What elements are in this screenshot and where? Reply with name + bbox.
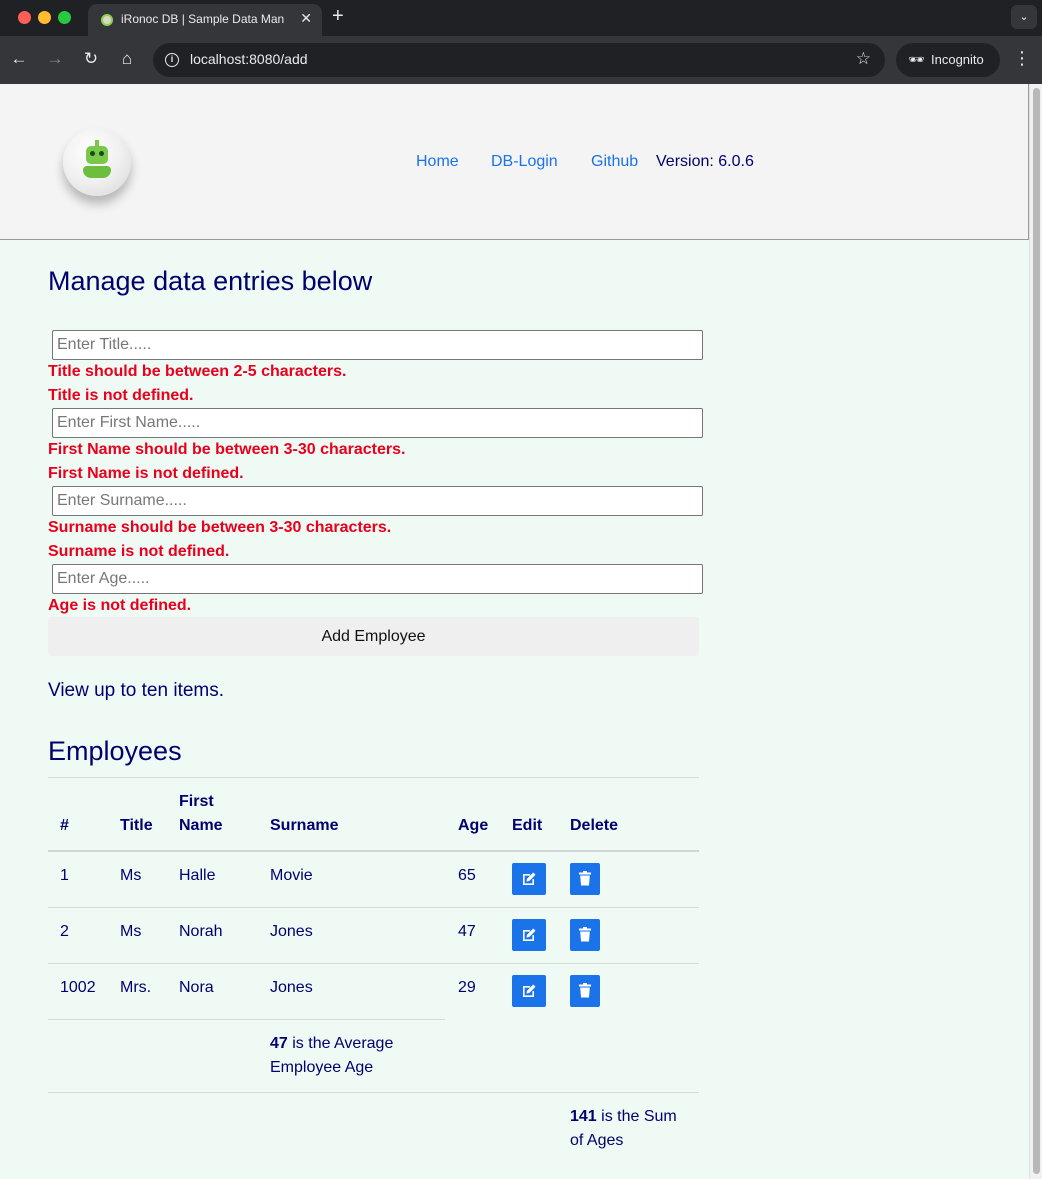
row-divider [48, 907, 699, 908]
page-scrollbar[interactable] [1029, 84, 1042, 1179]
cell-age: 29 [458, 979, 476, 996]
scrollbar-thumb[interactable] [1033, 88, 1040, 1174]
edit-button[interactable] [512, 919, 546, 951]
col-header-edit: Edit [512, 817, 543, 834]
delete-button[interactable] [570, 975, 600, 1007]
footer-divider [48, 1092, 699, 1093]
site-header [0, 84, 1029, 240]
cell-id: 1002 [60, 979, 96, 996]
incognito-icon: 🕶 [908, 52, 925, 67]
row-divider [48, 963, 699, 964]
view-ten-items-link[interactable]: View up to ten items. [48, 680, 225, 701]
reload-icon[interactable]: ↻ [83, 49, 99, 68]
edit-button[interactable] [512, 863, 546, 895]
cell-id: 2 [60, 923, 69, 940]
cell-title: Ms [120, 923, 142, 940]
title-length-error: Title should be between 2-5 characters. [48, 363, 347, 380]
average-age-value: 47 [270, 1035, 288, 1052]
col-header-delete: Delete [570, 817, 619, 834]
average-age-text-line2: Employee Age [270, 1059, 374, 1076]
sum-ages-value: 141 [570, 1108, 597, 1125]
browser-titlebar [0, 0, 1042, 36]
bookmark-star-icon[interactable]: ☆ [855, 49, 871, 68]
robot-eye [90, 151, 95, 156]
cell-title: Ms [120, 867, 142, 884]
cell-first-name: Nora [179, 979, 214, 996]
robot-eye [99, 151, 104, 156]
cell-age: 65 [458, 867, 476, 884]
average-age-text: is the Average [287, 1035, 394, 1052]
minimize-window-button[interactable] [38, 11, 51, 24]
incognito-label: Incognito [931, 52, 984, 67]
surname-length-error: Surname should be between 3-30 characters. [48, 519, 392, 536]
edit-button[interactable] [512, 975, 546, 1007]
age-missing-error: Age is not defined. [48, 597, 192, 614]
header-divider [48, 850, 699, 852]
col-header-first-name-line2: Name [179, 817, 223, 834]
row-divider [48, 1019, 445, 1020]
surname-missing-error: Surname is not defined. [48, 543, 230, 560]
forward-arrow-icon[interactable]: → [46, 49, 64, 68]
browser-tab[interactable] [88, 4, 322, 36]
first-name-length-error: First Name should be between 3-30 characters. [48, 441, 406, 458]
page-title: Manage data entries below [48, 266, 373, 296]
delete-button[interactable] [570, 863, 600, 895]
page-viewport [0, 84, 1042, 1179]
edit-icon [521, 927, 537, 943]
delete-button[interactable] [570, 919, 600, 951]
sum-ages-stat [570, 1105, 700, 1153]
cell-first-name: Norah [179, 923, 223, 940]
back-arrow-icon[interactable]: ← [10, 49, 28, 68]
sum-ages-text-line2: of Ages [570, 1132, 624, 1149]
robot-head [86, 146, 108, 164]
title-missing-error: Title is not defined. [48, 387, 194, 404]
address-bar[interactable] [153, 43, 885, 77]
edit-icon [521, 983, 537, 999]
tab-title: iRonoc DB | Sample Data Man [121, 12, 285, 26]
cell-first-name: Halle [179, 867, 216, 884]
sum-ages-text: is the Sum [596, 1108, 677, 1125]
new-tab-icon[interactable]: + [332, 5, 344, 27]
cell-surname: Jones [270, 923, 313, 940]
nav-home-link[interactable]: Home [416, 153, 459, 170]
edit-icon [521, 871, 537, 887]
col-header-first-name-line1: First [179, 793, 214, 810]
add-employee-button[interactable]: Add Employee [48, 617, 699, 656]
trash-icon [579, 871, 591, 886]
tab-close-icon[interactable]: ✕ [300, 10, 312, 26]
col-header-age: Age [458, 817, 489, 834]
favicon-icon [101, 14, 113, 26]
nav-github-link[interactable]: Github [591, 153, 639, 170]
employees-heading: Employees [48, 736, 182, 766]
cell-id: 1 [60, 867, 69, 884]
close-window-button[interactable] [18, 11, 31, 24]
col-header-id: # [60, 817, 69, 834]
average-age-stat [270, 1032, 450, 1080]
browser-toolbar [0, 36, 1042, 84]
version-label: Version: 6.0.6 [656, 153, 754, 170]
cell-age: 47 [458, 923, 476, 940]
first-name-missing-error: First Name is not defined. [48, 465, 244, 482]
col-header-title: Title [120, 817, 153, 834]
site-info-icon[interactable]: i [165, 53, 179, 67]
cell-surname: Movie [270, 867, 313, 884]
url-text[interactable]: localhost:8080/add [190, 51, 308, 67]
maximize-window-button[interactable] [58, 11, 71, 24]
cell-surname: Jones [270, 979, 313, 996]
surname-input[interactable] [52, 486, 703, 516]
first-name-input[interactable] [52, 408, 703, 438]
tab-search-icon[interactable]: ⌄ [1011, 5, 1037, 29]
trash-icon [579, 927, 591, 942]
age-input[interactable] [52, 564, 703, 594]
cell-title: Mrs. [120, 979, 152, 996]
table-top-divider [48, 777, 699, 778]
title-input[interactable] [52, 330, 703, 360]
nav-db-login-link[interactable]: DB-Login [491, 153, 558, 170]
incognito-badge[interactable] [896, 43, 1000, 77]
trash-icon [579, 983, 591, 998]
browser-menu-icon[interactable]: ⋮ [1013, 48, 1031, 68]
robot-body [83, 166, 111, 178]
col-header-surname: Surname [270, 817, 339, 834]
home-icon[interactable]: ⌂ [121, 49, 133, 68]
robot-logo [63, 128, 131, 196]
